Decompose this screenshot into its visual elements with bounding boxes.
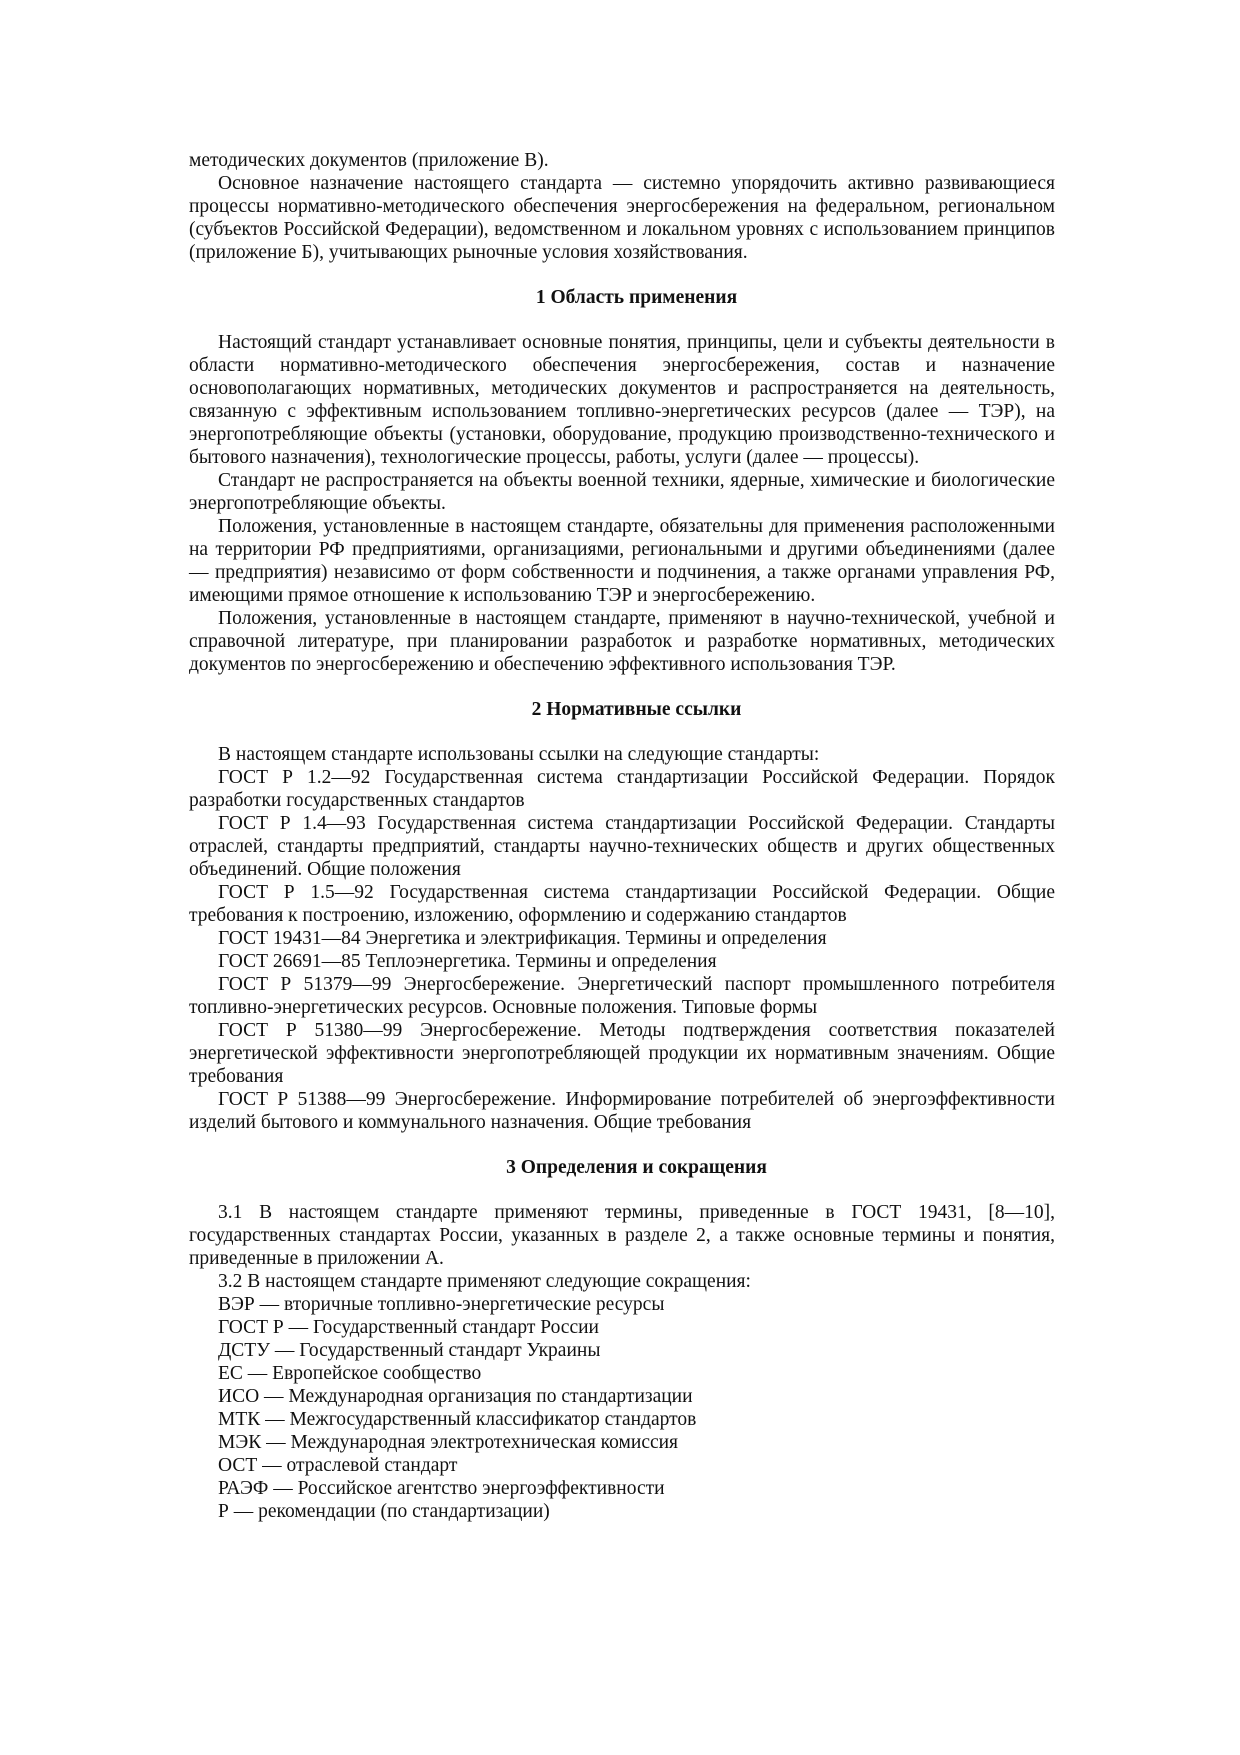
section-3-1-paragraph: 3.1 В настоящем стандарте применяют термины, приведенные в ГОСТ 19431, [8—10], государственных стандартах России, указанных в разделе 2, а также основные термины и понятия, приведенные в приложении А. xyxy=(189,1202,1055,1269)
section-3-heading: 3 Определения и сокращения xyxy=(506,1157,767,1178)
abbreviation-item: ОСТ — отраслевой стандарт xyxy=(218,1455,458,1476)
reference-item: ГОСТ 19431—84 Энергетика и электрификация. Термины и определения xyxy=(218,928,827,949)
abbreviation-item: ГОСТ Р — Государственный стандарт России xyxy=(218,1317,599,1338)
intro-purpose-paragraph: Основное назначение настоящего стандарта — системно упорядочить активно развивающиеся процессы нормативно-методического обеспечения энергосбережения на федеральном, региональном (субъектов Российской Федерации), ведомственном и локальном уровнях с использованием принципов (приложение Б), учитывающих рыночные условия хозяйствования. xyxy=(189,173,1055,263)
reference-item: ГОСТ Р 1.5—92 Государственная система стандартизации Российской Федерации. Общие требования к построению, изложению, оформлению и содержанию стандартов xyxy=(189,882,1055,926)
section-1-paragraph: Настоящий стандарт устанавливает основные понятия, принципы, цели и субъекты деятельности в области нормативно-методического обеспечения энергосбережения, состав и назначение основополагающих нормативных, методических документов и распространяется на деятельность, связанную с эффективным использованием топливно-энергетических ресурсов (далее — ТЭР), на энергопотребляющие объекты (установки, оборудование, продукцию производственно-технического и бытового назначения), технологические процессы, работы, услуги (далее — процессы). xyxy=(189,332,1055,468)
abbreviation-item: РАЭФ — Российское агентство энергоэффективности xyxy=(218,1478,665,1499)
reference-item: ГОСТ Р 51379—99 Энергосбережение. Энергетический паспорт промышленного потребителя топливно-энергетических ресурсов. Основные положения. Типовые формы xyxy=(189,974,1055,1018)
abbreviation-item: ИСО — Международная организация по стандартизации xyxy=(218,1386,693,1407)
abbreviation-item: МТК — Межгосударственный классификатор стандартов xyxy=(218,1409,697,1430)
section-1-paragraph: Положения, установленные в настоящем стандарте, обязательны для применения расположенными на территории РФ предприятиями, организациями, региональными и другими объединениями (далее — предприятия) независимо от форм собственности и подчинения, а также органами управления РФ, имеющими прямое отношение к использованию ТЭР и энергосбережению. xyxy=(189,516,1055,606)
abbreviation-item: Р — рекомендации (по стандартизации) xyxy=(218,1501,550,1522)
section-2-intro: В настоящем стандарте использованы ссылки на следующие стандарты: xyxy=(218,744,820,765)
reference-item: ГОСТ Р 51380—99 Энергосбережение. Методы подтверждения соответствия показателей энергетической эффективности энергопотребляющей продукции их нормативным значениям. Общие требования xyxy=(189,1020,1055,1087)
reference-item: ГОСТ Р 1.2—92 Государственная система стандартизации Российской Федерации. Порядок разработки государственных стандартов xyxy=(189,767,1055,811)
abbreviation-item: ЕС — Европейское сообщество xyxy=(218,1363,482,1384)
reference-item: ГОСТ Р 51388—99 Энергосбережение. Информирование потребителей об энергоэффективности изделий бытового и коммунального назначения. Общие требования xyxy=(189,1089,1055,1133)
section-2-heading: 2 Нормативные ссылки xyxy=(531,699,742,720)
section-1-heading: 1 Область применения xyxy=(535,287,738,308)
section-1-paragraph: Положения, установленные в настоящем стандарте, применяют в научно-технической, учебной и справочной литературе, при планировании разработок и разработке нормативных, методических документов по энергосбережению и обеспечению эффективного использования ТЭР. xyxy=(189,608,1055,675)
document-page xyxy=(189,149,1055,1523)
section-3-2-paragraph: 3.2 В настоящем стандарте применяют следующие сокращения: xyxy=(218,1271,751,1292)
intro-continuation: методических документов (приложение В). xyxy=(189,150,549,171)
abbreviation-item: ВЭР — вторичные топливно-энергетические ресурсы xyxy=(218,1294,665,1315)
reference-item: ГОСТ 26691—85 Теплоэнергетика. Термины и определения xyxy=(218,951,717,972)
abbreviation-item: ДСТУ — Государственный стандарт Украины xyxy=(218,1340,601,1361)
abbreviation-item: МЭК — Международная электротехническая комиссия xyxy=(218,1432,679,1453)
section-1-paragraph: Стандарт не распространяется на объекты военной техники, ядерные, химические и биологические энергопотребляющие объекты. xyxy=(189,470,1055,514)
reference-item: ГОСТ Р 1.4—93 Государственная система стандартизации Российской Федерации. Стандарты отраслей, стандарты предприятий, стандарты научно-технических обществ и других общественных объединений. Общие положения xyxy=(189,813,1055,880)
